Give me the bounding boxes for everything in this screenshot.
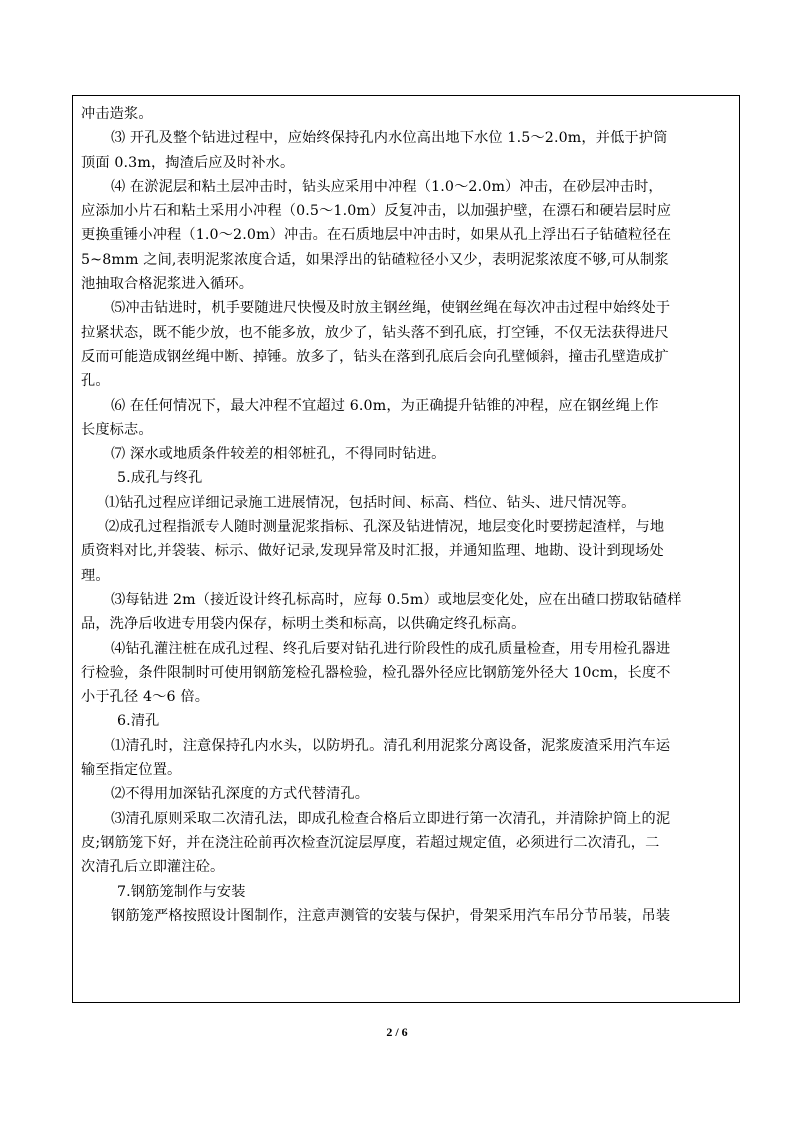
text-line: ⑵不得用加深钻孔深度的方式代替清孔。: [111, 786, 370, 803]
text-line: ⑴清孔时，注意保持孔内水头，以防坍孔。清孔利用泥浆分离设备，泥浆废渣采用汽车运: [111, 737, 671, 754]
text-line: 顶面 0.3m，掏渣后应及时补水。: [81, 154, 295, 171]
text-line: 6.清孔: [117, 713, 160, 730]
text-line: 孔。: [81, 373, 110, 390]
text-line: ⑷钻孔灌注桩在成孔过程、终孔后要对钻孔进行阶段性的成孔质量检查，用专用检孔器进: [111, 640, 671, 657]
text-line: 次清孔后立即灌注砼。: [81, 859, 225, 876]
text-line: 池抽取合格泥浆进入循环。: [81, 276, 254, 293]
text-line: 理。: [81, 567, 110, 584]
text-line: ⑷ 在淤泥层和粘土层冲击时，钻头应采用中冲程（1.0～2.0m）冲击，在砂层冲击时，: [111, 178, 663, 195]
text-line: 反而可能造成钢丝绳中断、掉锤。放多了，钻头在落到孔底后会向孔壁倾斜，撞击孔壁造成扩: [81, 348, 669, 365]
text-line: 7.钢筋笼制作与安装: [117, 883, 246, 900]
text-line: 应添加小片石和粘土采用小冲程（0.5～1.0m）反复冲击，以加强护壁，在漂石和硬岩层时应: [81, 203, 672, 220]
text-line: ⑹ 在任何情况下，最大冲程不宜超过 6.0m，为正确提升钻锥的冲程，应在钢丝绳上作: [111, 397, 659, 414]
text-line: 拉紧状态，既不能少放，也不能多放，放少了，钻头落不到孔底，打空锤，不仅无法获得进尺: [81, 324, 669, 341]
text-line: 行检验，条件限制时可使用钢筋笼检孔器检验，检孔器外径应比钢筋笼外径大 10cm，长度不: [81, 664, 671, 681]
text-line: 冲击造浆。: [81, 106, 153, 122]
page-number: 2 / 6: [386, 1025, 408, 1039]
text-line: ⑵成孔过程指派专人随时测量泥浆指标、孔深及钻进情况，地层变化时要捞起渣样，与地: [105, 519, 665, 536]
text-line: ⑺ 深水或地质条件较差的相邻桩孔，不得同时钻进。: [111, 446, 446, 463]
text-line: 输至指定位置。: [81, 762, 182, 779]
text-line: 皮;钢筋笼下好，并在浇注砼前再次检查沉淀层厚度，若超过规定值，必须进行二次清孔，二: [81, 834, 660, 851]
text-line: 质资料对比,并袋装、标示、做好记录,发现异常及时汇报，并通知监理、地勘、设计到现场处: [81, 543, 664, 560]
text-line: ⑸冲击钻进时，机手要随进尺快慢及时放主钢丝绳，使钢丝绳在每次冲击过程中始终处于: [111, 300, 671, 317]
text-line: 5~8mm 之间,表明泥浆浓度合适，如果浮出的钻碴粒径小又少，表明泥浆浓度不够,可从制浆: [81, 251, 669, 268]
text-line: ⑴钻孔过程应详细记录施工进展情况，包括时间、标高、档位、钻头、进尺情况等。: [105, 494, 636, 511]
content-frame: [72, 95, 740, 1003]
text-line: ⑶清孔原则采取二次清孔法，即成孔检查合格后立即进行第一次清孔，并清除护筒上的泥: [111, 810, 671, 827]
document-body: [81, 102, 733, 928]
text-line: 品，洗净后收进专用袋内保存，标明土类和标高，以供确定终孔标高。: [81, 616, 526, 633]
text-line: ⑶ 开孔及整个钻进过程中，应始终保持孔内水位高出地下水位 1.5～2.0m，并低于护筒: [111, 130, 668, 147]
text-line: 5.成孔与终孔: [117, 470, 203, 487]
text-line: 钢筋笼严格按照设计图制作，注意声测管的安装与保护，骨架采用汽车吊分节吊装，吊装: [111, 907, 671, 924]
text-line: 小于孔径 4～6 倍。: [81, 689, 210, 706]
text-line: 更换重锤小冲程（1.0～2.0m）冲击。在石质地层中冲击时，如果从孔上浮出石子钻碴粒径在: [81, 227, 672, 244]
text-line: 长度标志。: [81, 421, 153, 438]
text-line: ⑶每钻进 2m（接近设计终孔标高时，应每 0.5m）或地层变化处，应在出碴口捞取钻碴样: [111, 591, 682, 608]
